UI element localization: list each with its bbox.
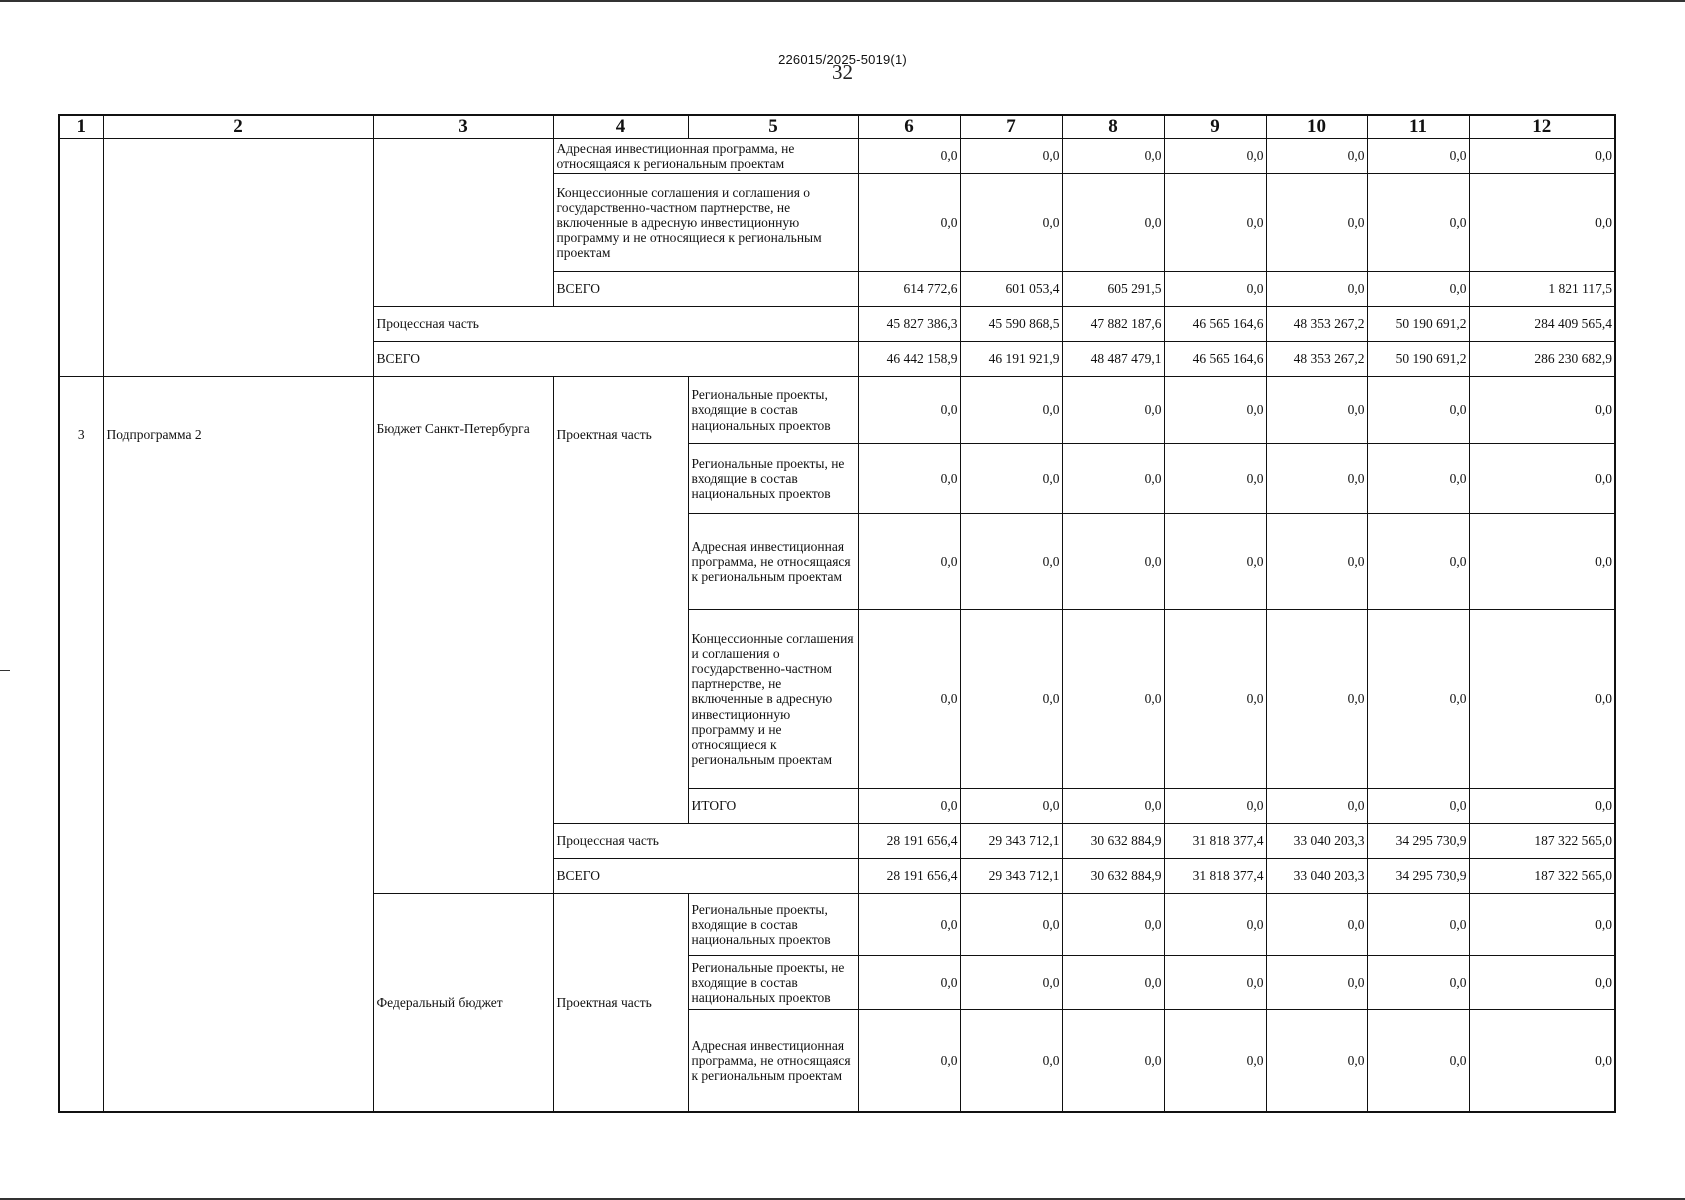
page-number: 32 (832, 60, 853, 84)
column-header: 11 (1367, 115, 1469, 139)
column-header: 3 (373, 115, 553, 139)
value-cell: 48 487 479,1 (1062, 342, 1164, 377)
value-cell: 45 590 868,5 (960, 307, 1062, 342)
value-cell: 0,0 (1367, 1010, 1469, 1112)
value-cell: 0,0 (858, 1010, 960, 1112)
value-cell: 0,0 (960, 139, 1062, 174)
source-cell (373, 139, 553, 307)
row-label: Процессная часть (373, 307, 858, 342)
value-cell: 46 565 164,6 (1164, 342, 1266, 377)
value-cell: 0,0 (1164, 139, 1266, 174)
value-cell: 0,0 (1469, 377, 1615, 444)
row-label: ВСЕГО (553, 859, 858, 894)
value-cell: 0,0 (1266, 514, 1367, 610)
value-cell: 0,0 (1062, 377, 1164, 444)
value-cell: 29 343 712,1 (960, 859, 1062, 894)
row-label: Процессная часть (553, 824, 858, 859)
part-cell: Проектная часть (553, 894, 688, 1112)
value-cell: 0,0 (1164, 272, 1266, 307)
value-cell: 0,0 (1367, 272, 1469, 307)
value-cell: 0,0 (1164, 514, 1266, 610)
subprogram-cell: Подпрограмма 2 (103, 377, 373, 1112)
value-cell: 0,0 (1469, 610, 1615, 789)
value-cell: 0,0 (1062, 894, 1164, 956)
value-cell: 33 040 203,3 (1266, 824, 1367, 859)
value-cell: 30 632 884,9 (1062, 859, 1164, 894)
value-cell: 286 230 682,9 (1469, 342, 1615, 377)
value-cell: 31 818 377,4 (1164, 824, 1266, 859)
value-cell: 0,0 (1367, 514, 1469, 610)
value-cell: 29 343 712,1 (960, 824, 1062, 859)
row-label: Адресная инвестиционная программа, не относящаяся к региональным проектам (688, 1010, 858, 1112)
value-cell: 0,0 (1266, 789, 1367, 824)
value-cell: 28 191 656,4 (858, 824, 960, 859)
row-label: ВСЕГО (373, 342, 858, 377)
value-cell: 187 322 565,0 (1469, 824, 1615, 859)
row-label: Адресная инвестиционная программа, не относящаяся к региональным проектам (688, 514, 858, 610)
value-cell: 0,0 (1164, 956, 1266, 1010)
subprogram-cell (103, 139, 373, 377)
column-header: 1 (59, 115, 103, 139)
value-cell: 0,0 (858, 377, 960, 444)
value-cell: 50 190 691,2 (1367, 307, 1469, 342)
value-cell: 0,0 (1266, 894, 1367, 956)
value-cell: 0,0 (858, 174, 960, 272)
value-cell: 46 191 921,9 (960, 342, 1062, 377)
column-header: 12 (1469, 115, 1615, 139)
value-cell: 0,0 (1062, 610, 1164, 789)
row-label: Региональные проекты, не входящие в состав национальных проектов (688, 444, 858, 514)
row-label: Региональные проекты, входящие в состав национальных проектов (688, 377, 858, 444)
value-cell: 0,0 (858, 444, 960, 514)
value-cell: 0,0 (960, 514, 1062, 610)
value-cell: 0,0 (1164, 789, 1266, 824)
value-cell: 45 827 386,3 (858, 307, 960, 342)
value-cell: 0,0 (1266, 610, 1367, 789)
value-cell: 0,0 (858, 956, 960, 1010)
value-cell: 0,0 (858, 894, 960, 956)
row-label: Региональные проекты, не входящие в состав национальных проектов (688, 956, 858, 1010)
value-cell: 0,0 (1062, 514, 1164, 610)
value-cell: 0,0 (1469, 789, 1615, 824)
value-cell: 0,0 (1469, 139, 1615, 174)
value-cell: 48 353 267,2 (1266, 342, 1367, 377)
value-cell: 0,0 (1062, 444, 1164, 514)
source-cell: Федеральный бюджет (373, 894, 553, 1112)
value-cell: 614 772,6 (858, 272, 960, 307)
column-header: 9 (1164, 115, 1266, 139)
value-cell: 0,0 (1367, 377, 1469, 444)
value-cell: 0,0 (1266, 174, 1367, 272)
value-cell: 0,0 (1164, 377, 1266, 444)
value-cell: 0,0 (1367, 139, 1469, 174)
value-cell: 0,0 (858, 789, 960, 824)
row-number-cell (59, 139, 103, 377)
value-cell: 0,0 (960, 444, 1062, 514)
row-label: Региональные проекты, входящие в состав национальных проектов (688, 894, 858, 956)
value-cell: 0,0 (1164, 610, 1266, 789)
value-cell: 0,0 (1266, 377, 1367, 444)
value-cell: 0,0 (960, 894, 1062, 956)
value-cell: 0,0 (960, 377, 1062, 444)
value-cell: 0,0 (960, 610, 1062, 789)
row-label: ИТОГО (688, 789, 858, 824)
value-cell: 0,0 (1367, 444, 1469, 514)
value-cell: 0,0 (1062, 139, 1164, 174)
value-cell: 0,0 (960, 789, 1062, 824)
value-cell: 1 821 117,5 (1469, 272, 1615, 307)
value-cell: 0,0 (960, 174, 1062, 272)
table-row (59, 139, 1615, 174)
source-cell: Бюджет Санкт-Петербурга (373, 377, 553, 894)
value-cell: 0,0 (858, 139, 960, 174)
value-cell: 0,0 (858, 514, 960, 610)
column-header: 8 (1062, 115, 1164, 139)
value-cell: 0,0 (1266, 956, 1367, 1010)
value-cell: 0,0 (1062, 789, 1164, 824)
value-cell: 0,0 (1266, 444, 1367, 514)
value-cell: 48 353 267,2 (1266, 307, 1367, 342)
row-label: Адресная инвестиционная программа, не относящаяся к региональным проектам (553, 139, 858, 174)
value-cell: 0,0 (960, 1010, 1062, 1112)
value-cell: 33 040 203,3 (1266, 859, 1367, 894)
value-cell: 47 882 187,6 (1062, 307, 1164, 342)
value-cell: 0,0 (1164, 1010, 1266, 1112)
value-cell: 0,0 (1164, 174, 1266, 272)
column-header: 7 (960, 115, 1062, 139)
value-cell: 0,0 (1164, 894, 1266, 956)
column-header: 10 (1266, 115, 1367, 139)
value-cell: 34 295 730,9 (1367, 824, 1469, 859)
value-cell: 0,0 (858, 610, 960, 789)
value-cell: 0,0 (1164, 444, 1266, 514)
financing-table (58, 114, 1616, 1113)
value-cell: 31 818 377,4 (1164, 859, 1266, 894)
column-header: 6 (858, 115, 960, 139)
value-cell: 0,0 (1367, 894, 1469, 956)
value-cell: 0,0 (1266, 139, 1367, 174)
value-cell: 0,0 (1367, 610, 1469, 789)
value-cell: 0,0 (1266, 272, 1367, 307)
value-cell: 50 190 691,2 (1367, 342, 1469, 377)
table-header-row (59, 115, 1615, 139)
margin-tick (0, 670, 10, 671)
value-cell: 0,0 (1469, 174, 1615, 272)
value-cell: 34 295 730,9 (1367, 859, 1469, 894)
value-cell: 0,0 (1062, 174, 1164, 272)
value-cell: 0,0 (1469, 444, 1615, 514)
column-header: 5 (688, 115, 858, 139)
table-row (59, 377, 1615, 444)
value-cell: 0,0 (1367, 789, 1469, 824)
value-cell: 0,0 (1469, 956, 1615, 1010)
value-cell: 0,0 (1469, 514, 1615, 610)
part-cell: Проектная часть (553, 377, 688, 824)
row-label: Концессионные соглашения и соглашения о государственно-частном партнерстве, не включенные в адресную инвестиционную программу и не относящиеся к региональным проектам (553, 174, 858, 272)
value-cell: 0,0 (1367, 956, 1469, 1010)
value-cell: 0,0 (1062, 1010, 1164, 1112)
value-cell: 0,0 (1469, 894, 1615, 956)
column-header: 4 (553, 115, 688, 139)
value-cell: 284 409 565,4 (1469, 307, 1615, 342)
value-cell: 187 322 565,0 (1469, 859, 1615, 894)
value-cell: 46 442 158,9 (858, 342, 960, 377)
value-cell: 28 191 656,4 (858, 859, 960, 894)
value-cell: 0,0 (1266, 1010, 1367, 1112)
value-cell: 0,0 (960, 956, 1062, 1010)
column-header: 2 (103, 115, 373, 139)
value-cell: 46 565 164,6 (1164, 307, 1266, 342)
document-registration-number: 226015/2025-5019(1) (778, 52, 907, 67)
value-cell: 0,0 (1062, 956, 1164, 1010)
value-cell: 605 291,5 (1062, 272, 1164, 307)
value-cell: 0,0 (1367, 174, 1469, 272)
value-cell: 601 053,4 (960, 272, 1062, 307)
row-label: Концессионные соглашения и соглашения о государственно-частном партнерстве, не включенные в адресную инвестиционную программу и не относящиеся к региональным проектам (688, 610, 858, 789)
row-label: ВСЕГО (553, 272, 858, 307)
value-cell: 30 632 884,9 (1062, 824, 1164, 859)
value-cell: 0,0 (1469, 1010, 1615, 1112)
row-number-cell: 3 (59, 377, 103, 1112)
